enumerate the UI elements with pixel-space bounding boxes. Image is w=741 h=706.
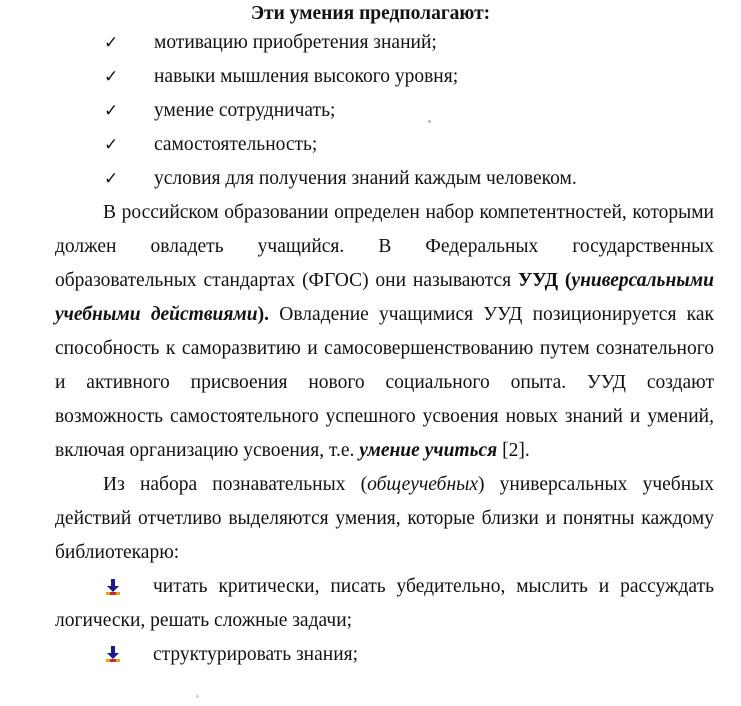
- citation-text: [2].: [497, 440, 530, 461]
- list-item-text: мотивацию приобретения знаний;: [154, 32, 437, 53]
- paragraph-text: Из набора познавательных (: [103, 474, 368, 495]
- list-item-text: условия для получения знаний каждым человеком.: [154, 168, 577, 189]
- list-item: [0, 66, 741, 100]
- list-item-text: навыки мышления высокого уровня;: [154, 66, 459, 87]
- checkmark-icon: ✓: [104, 67, 119, 87]
- list-item: [0, 32, 741, 66]
- paragraph-text: В российском образовании определен набор компетентностей, которыми должен овладеть учащийся. В Федеральных государственных образовательных стандартах (ФГОС) они называются: [55, 202, 714, 291]
- checkmark-icon: ✓: [104, 101, 119, 121]
- list-item: [0, 100, 741, 134]
- checkmark-icon: ✓: [104, 169, 119, 189]
- term-emphasis: универсальными учебными действиями: [55, 270, 715, 325]
- list-item-text: самостоятельность;: [154, 134, 318, 155]
- list-item-text: умение сотрудничать;: [154, 100, 336, 121]
- paragraph-competencies: [55, 196, 714, 468]
- paragraph-cognitive-actions: [55, 468, 714, 570]
- paragraph-text: ) универсальных учебных действий отчетливо выделяются умения, которые близки и понятны каждому библиотекарю:: [55, 474, 714, 563]
- scan-speck: [196, 695, 199, 698]
- checkmark-list: [0, 32, 741, 202]
- scan-speck: [428, 120, 431, 123]
- arrow-list-item: структурировать знания;: [153, 644, 359, 665]
- checkmark-icon: ✓: [104, 135, 119, 155]
- list-item: [0, 134, 741, 168]
- paragraph-text: Овладение учащимися УУД позиционируется как способность к саморазвитию и самосовершенствованию путем сознательного и активного присвоения нового социального опыта. УУД создают возможность самостоятельного успешного усвоения новых знаний и умений, включая организацию усвоения, т.е.: [55, 304, 714, 461]
- section-heading: Эти умения предполагают:: [250, 3, 491, 24]
- term-italic: общеучебных: [367, 474, 478, 495]
- arrow-list-item: читать критически, писать убедительно, мыслить и рассуждать логически, решать сложные задачи;: [55, 576, 714, 631]
- abbreviation-bold-close: ).: [257, 304, 270, 325]
- checkmark-icon: ✓: [104, 33, 119, 53]
- abbreviation-bold: УУД (: [517, 270, 572, 291]
- term-emphasis: умение учиться: [359, 440, 498, 461]
